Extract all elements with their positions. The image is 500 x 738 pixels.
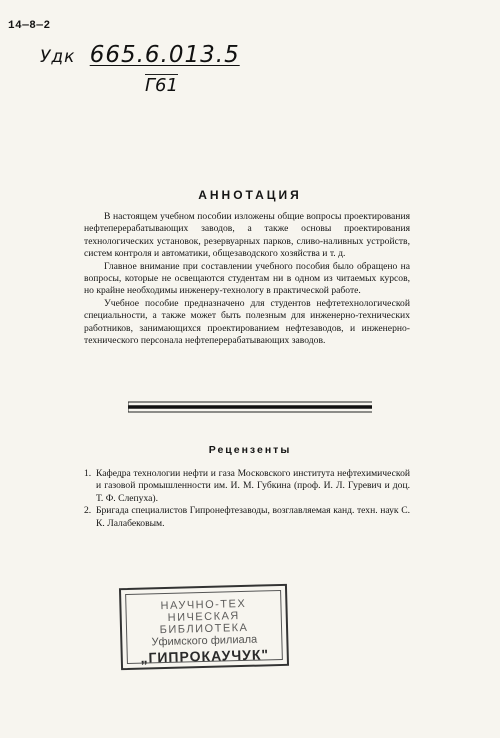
udk-classification — [40, 42, 240, 68]
stamp-line: БИБЛИОТЕКА — [159, 621, 249, 637]
udk-prefix: Удк — [40, 47, 76, 67]
library-stamp — [119, 584, 289, 670]
list-item — [84, 468, 410, 505]
annotation-body — [84, 211, 410, 347]
stamp-line: „ГИПРОКАУЧУК" — [140, 646, 270, 666]
annotation-paragraph: В настоящем учебном пособии изложены общие вопросы проектирования нефтеперерабатывающих заводов, а также основы проектирования технологических установок, резервуарных парков, сливо-наливных устройств, систем контроля и автоматики, общезаводского хозяйства и т. д. — [84, 211, 410, 260]
shelf-mark: Г61 — [145, 75, 178, 96]
reviewers-title: Рецензенты — [208, 444, 292, 456]
stamp-inner-frame — [125, 590, 283, 664]
list-item-text: Бригада специалистов Гипронефтезаводы, возглавляемая канд. техн. наук С. К. Лалабековым. — [96, 505, 410, 529]
inventory-code: 14—8—2 — [8, 20, 51, 32]
list-item-number: 2. — [84, 505, 92, 517]
ornamental-divider — [128, 398, 372, 416]
list-item-text: Кафедра технологии нефти и газа Московского института нефтехимической и газовой промышленности им. И. М. Губкина (проф. И. Л. Гуревич и доц. Т. Ф. Слепуха). — [96, 468, 410, 504]
annotation-paragraph: Учебное пособие предназначено для студентов нефтетехнологической специальности, а также может быть полезным для инженерно-технических работников, занимающихся проектированием нефтезаводов, и инженерно-технического персонала нефтеперерабатывающих заводов. — [84, 297, 410, 347]
list-item — [84, 505, 410, 530]
list-item-number: 1. — [84, 468, 92, 479]
stamp-line: Уфимского филиала — [151, 633, 258, 649]
udk-number: 665.6.013.5 — [89, 42, 240, 68]
reviewers-list — [84, 468, 410, 530]
stamp-line: НАУЧНО-ТЕХ НИЧЕСКАЯ — [160, 597, 247, 624]
annotation-title: АННОТАЦИЯ — [198, 188, 302, 202]
annotation-paragraph: Главное внимание при составлении учебного пособия было обращено на вопросы, которые не освещаются студентам ни в одном из читаемых курсов, но крайне необходимы инженеру-технологу в практической работе. — [84, 260, 410, 297]
